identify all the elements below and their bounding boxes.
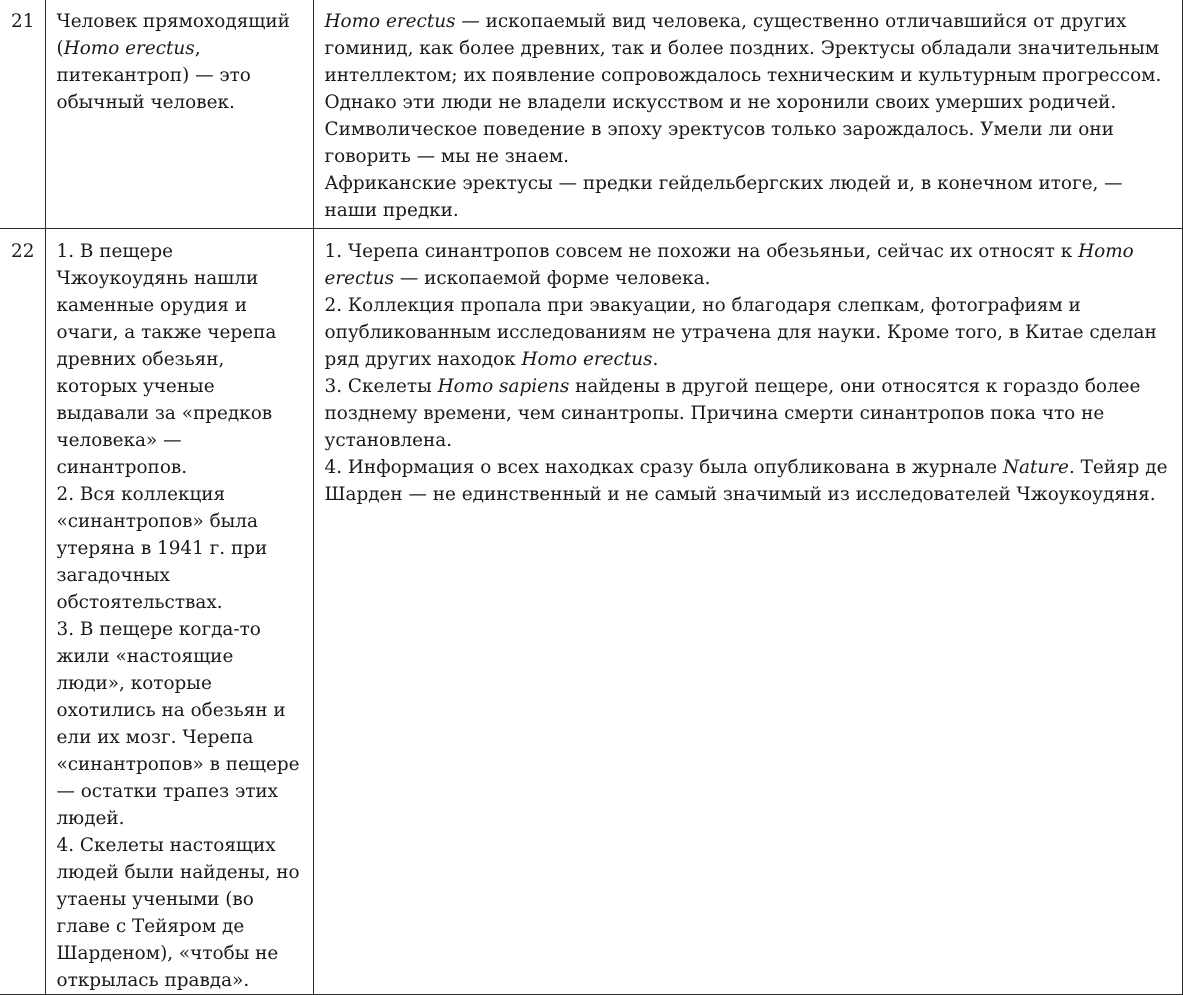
- fact-text: найдены в другой пещере, они относятся к гораздо более позднему времени, чем синантропы. Причина смерти синантропов пока что не установлена.: [324, 375, 1141, 451]
- row-number: 21: [0, 0, 45, 228]
- myth-text: , питекантроп) — это обычный человек.: [56, 38, 251, 113]
- fact-text: . Тейяр де Шарден — не единственный и не самый значимый из исследователей Чжоукоудяня.: [324, 456, 1168, 505]
- fact-item: [325, 292, 1172, 373]
- fact-item: [325, 238, 1172, 292]
- fact-cell: [313, 0, 1182, 228]
- fact-latin-term: Nature: [1002, 456, 1069, 478]
- myth-cell: [45, 0, 313, 228]
- fact-text: 1. Черепа синантропов совсем не похожи на обезьяньи, сейчас их относят к: [324, 240, 1079, 262]
- fact-text: 2. Коллекция пропала при эвакуации, но благодаря слепкам, фотографиям и опубликованным исследованиям не утрачена для науки. Кроме того, в Китае сделан ряд других находок: [324, 294, 1157, 370]
- fact-item: [325, 454, 1172, 508]
- myth-item: 3. В пещере когда-то жили «настоящие люди», которые охотились на обезьян и ели их мозг. Черепа «синантропов» в пещере — остатки трапез этих людей.: [56, 618, 300, 829]
- fact-text: Африканские эректусы — предки гейдельбергских людей и, в конечном итоге, — наши предки.: [324, 173, 1123, 221]
- fact-text: 4. Информация о всех находках сразу была опубликована в журнале: [324, 456, 1003, 478]
- myth-item: 1. В пещере Чжоукоудянь нашли каменные орудия и очаги, а также черепа древних обезьян, которых ученые выдавали за «предков человека» — синантропов.: [56, 240, 277, 478]
- table-row: [0, 0, 1182, 228]
- fact-item: [325, 373, 1172, 454]
- fact-paragraph: [325, 170, 1172, 224]
- myth-cell: [45, 228, 313, 994]
- row-number: 22: [0, 228, 45, 994]
- fact-text: — ископаемый вид человека, существенно отличавшийся от других гоминид, как более древних, так и более поздних. Эректусы обладали значительным интеллектом; их появление сопровождалось техническим и культурным прогрессом. Однако эти люди не владели искусством и не хоронили своих умерших родичей. Символическое поведение в эпоху эректусов только зарождалось. Умели ли они говорить — мы не знаем.: [324, 11, 1162, 167]
- myth-item: 2. Вся коллекция «синантропов» была утеряна в 1941 г. при загадочных обстоятельствах.: [56, 483, 268, 613]
- fact-text: .: [652, 348, 659, 370]
- fact-latin-term: Homo erectus: [324, 240, 1134, 289]
- fact-cell: [313, 228, 1182, 994]
- fact-text: 3. Скелеты: [324, 375, 438, 397]
- fact-latin-term: Homo erectus: [324, 11, 456, 32]
- fact-latin-term: Homo sapiens: [437, 375, 570, 397]
- fact-latin-term: Homo erectus: [521, 348, 653, 370]
- myth-item: 4. Скелеты настоящих людей были найдены, но утаены учеными (во главе с Тейяром де Шарденом), «чтобы не открылась правда».: [56, 834, 300, 991]
- fact-paragraph: [325, 8, 1172, 170]
- myth-latin-term: Homo erectus: [63, 38, 195, 59]
- fact-text: — ископаемой форме человека.: [394, 267, 711, 289]
- myth-text: Человек прямоходящий (: [56, 11, 290, 59]
- table-row: [0, 228, 1182, 994]
